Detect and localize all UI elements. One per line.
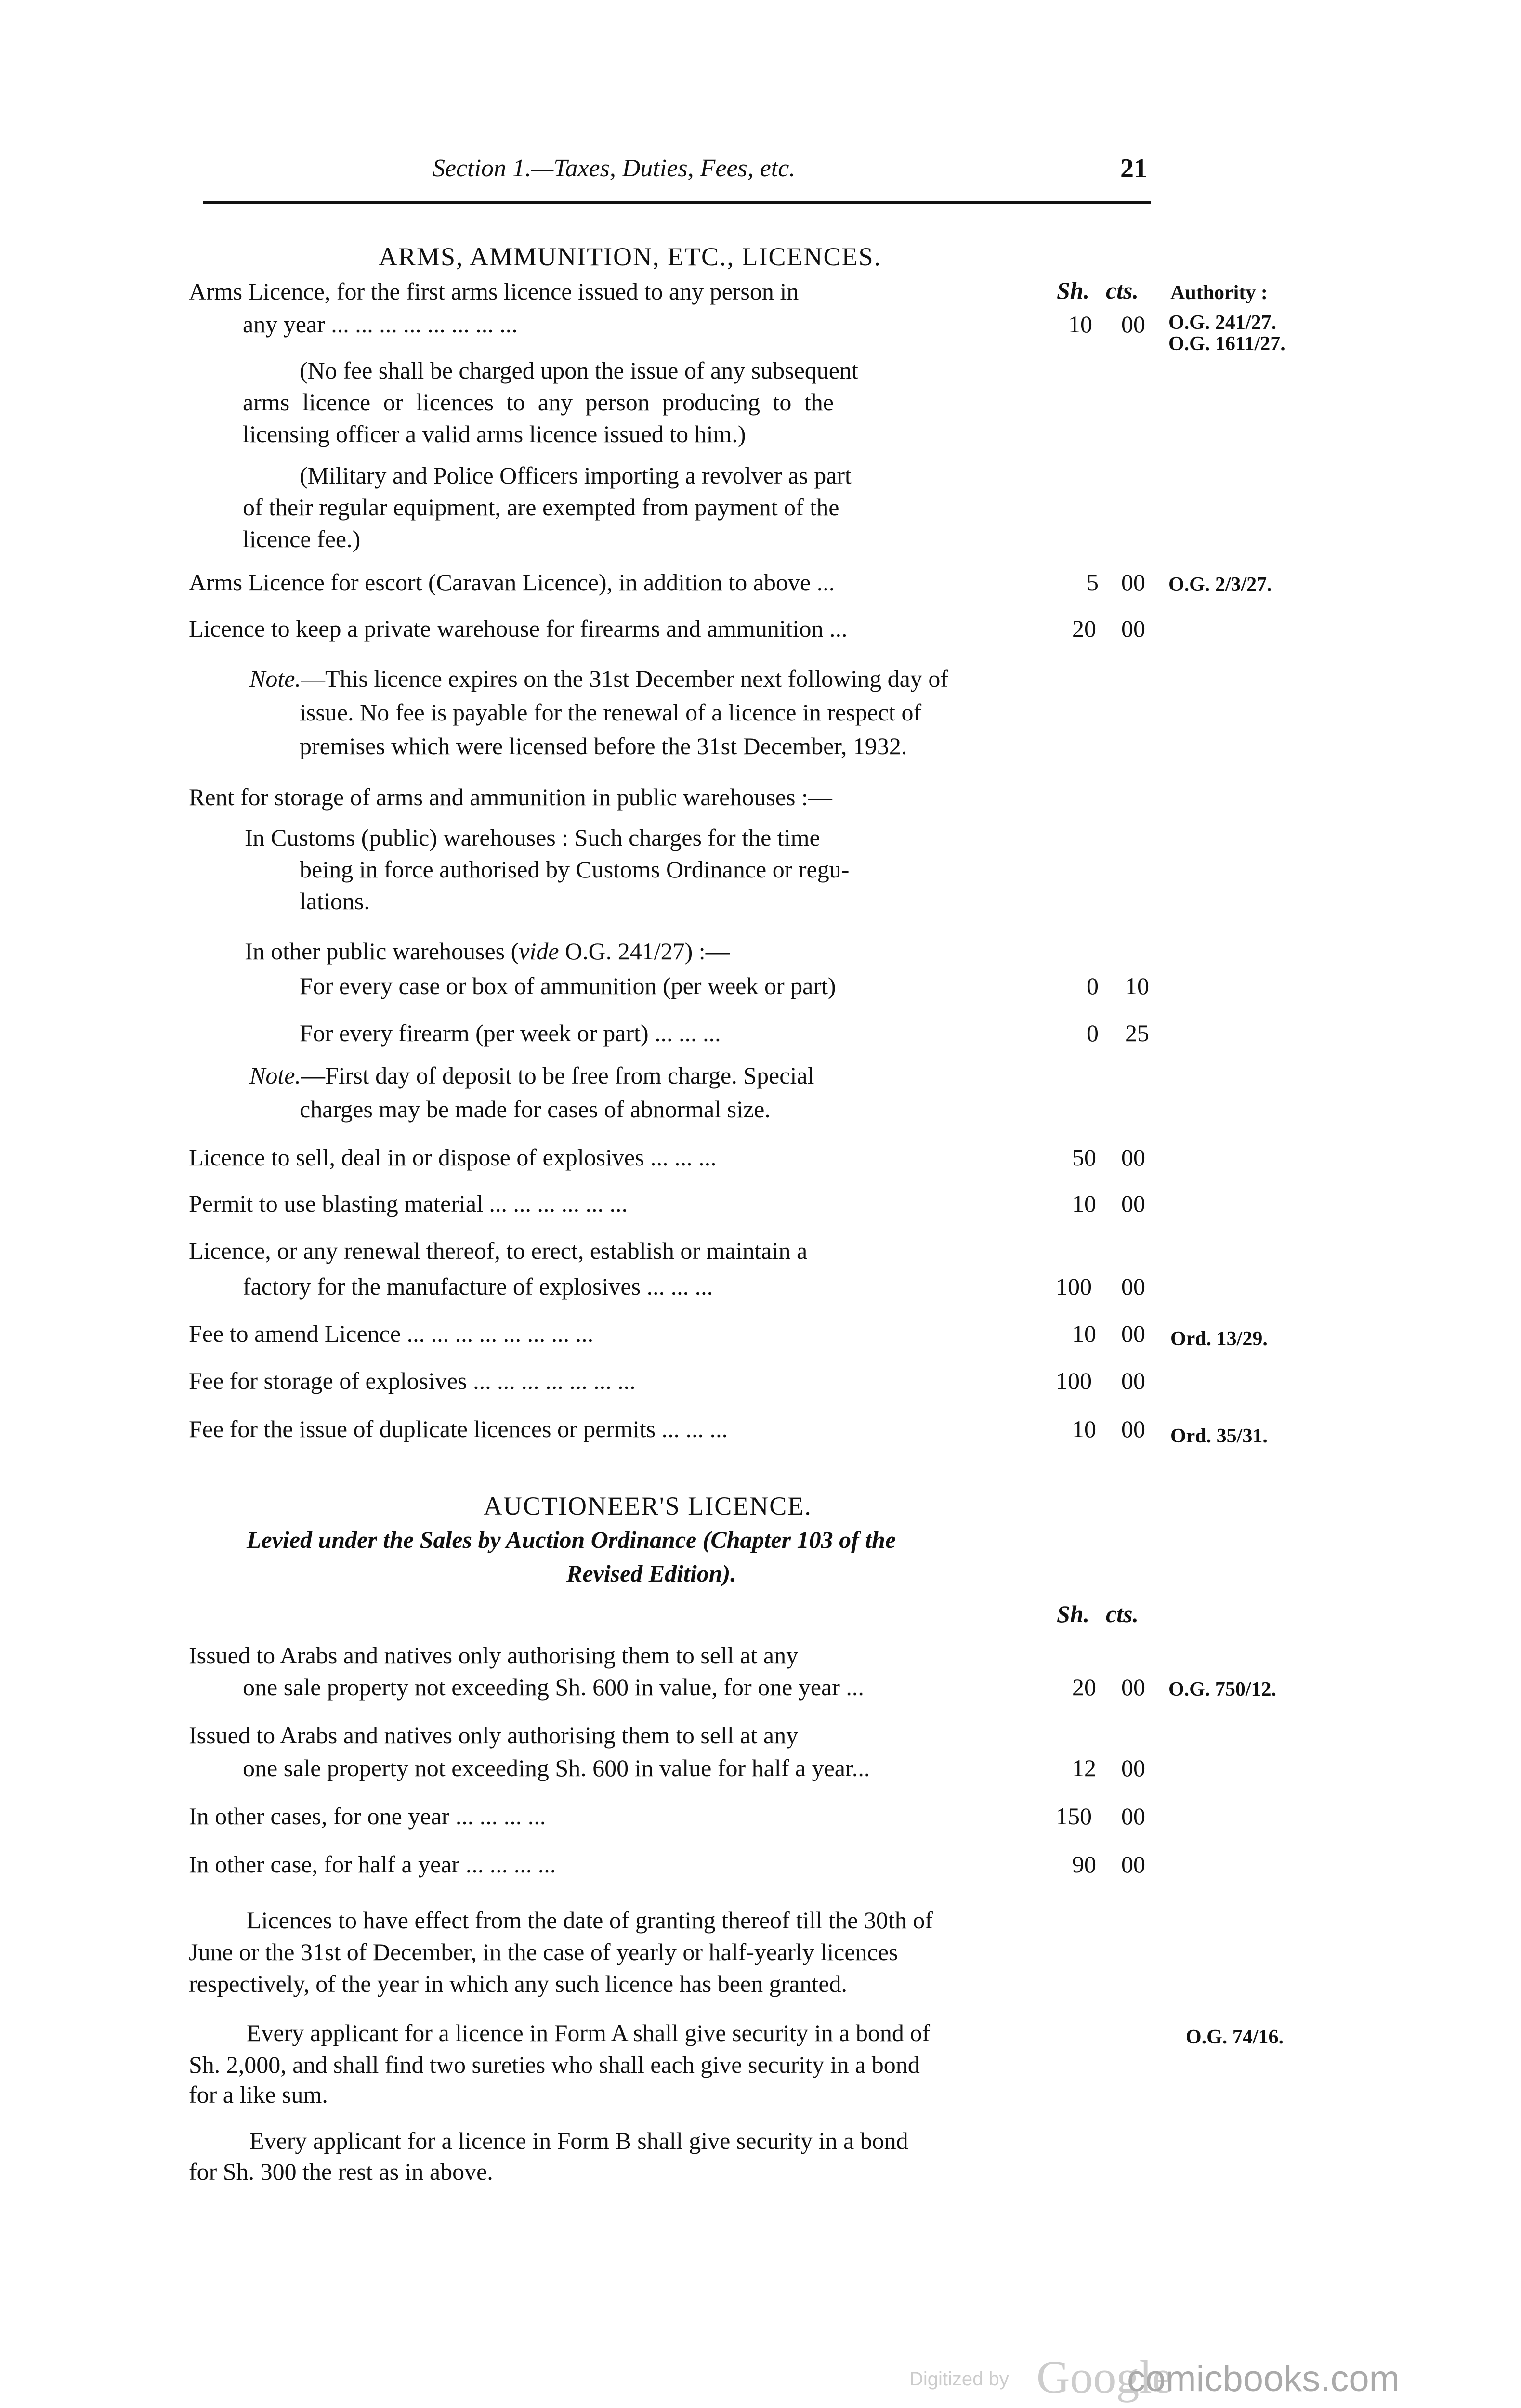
explosives-licence: Licence to sell, deal in or dispose of explosives ... ... ...	[189, 1144, 717, 1171]
note-line: Note.—This licence expires on the 31st December next following day of	[249, 665, 948, 692]
form-b-paragraph: Every applicant for a licence in Form B shall give security in a bond	[249, 2127, 908, 2154]
note-line: issue. No fee is payable for the renewal of a licence in respect of	[300, 699, 922, 726]
amount-sh: 50	[1072, 1144, 1096, 1171]
authority-ref: O.G. 241/27.	[1168, 312, 1277, 334]
amount-cts: 00	[1121, 1803, 1145, 1830]
amount-sh: 20	[1072, 1674, 1096, 1701]
warehouse-licence: Licence to keep a private warehouse for firearms and ammunition ...	[189, 615, 848, 642]
amount-cts: 00	[1121, 1320, 1145, 1347]
security-paragraph: Every applicant for a licence in Form A shall give security in a bond of	[247, 2019, 931, 2046]
authority-label: Authority :	[1170, 282, 1268, 304]
auction-row2-line2: one sale property not exceeding Sh. 600 in value for half a year...	[243, 1754, 870, 1781]
site-watermark: comicbooks.com	[1127, 2358, 1400, 2399]
note-line: Note.—First day of deposit to be free from charge. Special	[249, 1062, 814, 1089]
auction-row1-line2: one sale property not exceeding Sh. 600 in value, for one year ...	[243, 1674, 864, 1701]
auction-row2-line1: Issued to Arabs and natives only authorising them to sell at any	[189, 1722, 799, 1749]
amount-cts: 00	[1121, 311, 1145, 338]
amount-sh: 10	[1068, 311, 1092, 338]
rent-heading: Rent for storage of arms and ammunition in public warehouses :—	[189, 784, 832, 811]
customs-line: In Customs (public) warehouses : Such charges for the time	[245, 824, 820, 851]
column-header-cts: cts.	[1106, 277, 1139, 304]
section-heading-auction: AUCTIONEER'S LICENCE.	[484, 1492, 812, 1520]
arms-licence-line2: any year ... ... ... ... ... ... ... ...	[243, 311, 518, 338]
blasting-permit: Permit to use blasting material ... ... ... ... ... ...	[189, 1190, 628, 1217]
column-header-sh: Sh.	[1057, 277, 1090, 304]
note-line: licensing officer a valid arms licence issued to him.)	[243, 420, 746, 447]
authority-ref: O.G. 74/16.	[1186, 2026, 1284, 2048]
firearm-line: For every firearm (per week or part) ... ... ...	[300, 1020, 721, 1047]
auction-subheading: Revised Edition).	[566, 1560, 736, 1587]
amount-cts: 00	[1121, 1851, 1145, 1878]
amount-cts: 00	[1121, 1190, 1145, 1217]
amount-sh: 0	[1087, 1020, 1099, 1047]
amount-sh: 100	[1056, 1273, 1092, 1300]
page-number: 21	[1120, 154, 1147, 183]
factory-licence-line1: Licence, or any renewal thereof, to erect, establish or maintain a	[189, 1237, 808, 1264]
authority-ref: Ord. 13/29.	[1170, 1328, 1268, 1350]
amount-cts: 10	[1125, 972, 1149, 999]
authority-ref: O.G. 1611/27.	[1168, 333, 1285, 355]
note-line: licence fee.)	[243, 525, 361, 552]
amount-sh: 10	[1072, 1320, 1096, 1347]
amount-cts: 00	[1121, 615, 1145, 642]
note-line: (Military and Police Officers importing a revolver as part	[300, 462, 852, 489]
auction-row4: In other case, for half a year ... ... ... ...	[189, 1851, 556, 1878]
header-rule	[203, 201, 1151, 204]
authority-ref: O.G. 750/12.	[1168, 1678, 1277, 1701]
amount-cts: 00	[1121, 1674, 1145, 1701]
amount-sh: 90	[1072, 1851, 1096, 1878]
note-line: premises which were licensed before the 31st December, 1932.	[300, 733, 907, 759]
amount-sh: 10	[1072, 1190, 1096, 1217]
customs-line: lations.	[300, 888, 370, 915]
effect-paragraph: Licences to have effect from the date of granting thereof till the 30th of	[247, 1907, 933, 1934]
amount-cts: 25	[1125, 1020, 1149, 1047]
column-header-sh: Sh.	[1057, 1600, 1090, 1627]
note-line: arms licence or licences to any person producing to the	[243, 389, 834, 416]
duplicate-fee: Fee for the issue of duplicate licences or permits ... ... ...	[189, 1415, 728, 1442]
amount-cts: 00	[1121, 1754, 1145, 1781]
note-line: (No fee shall be charged upon the issue of any subsequent	[300, 357, 858, 384]
authority-ref: O.G. 2/3/27.	[1168, 574, 1272, 596]
amount-sh: 12	[1072, 1754, 1096, 1781]
amount-cts: 00	[1121, 1367, 1145, 1394]
security-paragraph: for a like sum.	[189, 2081, 328, 2108]
note-line: charges may be made for cases of abnormal size.	[300, 1096, 771, 1123]
arms-licence-line1: Arms Licence, for the first arms licence issued to any person in	[189, 278, 799, 305]
amount-sh: 20	[1072, 615, 1096, 642]
google-logo: Google	[1036, 2351, 1173, 2403]
customs-line: being in force authorised by Customs Ordinance or regu-	[300, 856, 850, 883]
auction-row3: In other cases, for one year ... ... ... ...	[189, 1803, 546, 1830]
effect-paragraph: respectively, of the year in which any such licence has been granted.	[189, 1970, 848, 1997]
amount-sh: 150	[1056, 1803, 1092, 1830]
other-warehouses: In other public warehouses (vide O.G. 241/27) :—	[245, 938, 730, 965]
note-line: of their regular equipment, are exempted from payment of the	[243, 494, 839, 521]
amount-sh: 0	[1087, 972, 1099, 999]
amount-sh: 5	[1087, 569, 1099, 596]
amount-cts: 00	[1121, 1415, 1145, 1442]
amount-cts: 00	[1121, 1273, 1145, 1300]
section-heading-arms: ARMS, AMMUNITION, ETC., LICENCES.	[379, 242, 882, 271]
running-header-title: Section 1.—Taxes, Duties, Fees, etc.	[433, 155, 796, 182]
amount-sh: 100	[1056, 1367, 1092, 1394]
escort-licence: Arms Licence for escort (Caravan Licence), in addition to above ...	[189, 569, 835, 596]
security-paragraph: Sh. 2,000, and shall find two sureties who shall each give security in a bond	[189, 2051, 920, 2078]
factory-licence-line2: factory for the manufacture of explosives ... ... ...	[243, 1273, 713, 1300]
effect-paragraph: June or the 31st of December, in the case of yearly or half-yearly licences	[189, 1938, 898, 1965]
amount-sh: 10	[1072, 1415, 1096, 1442]
auction-subheading: Levied under the Sales by Auction Ordinance (Chapter 103 of the	[247, 1526, 896, 1553]
digitized-by-text: Digitized by	[909, 2369, 1009, 2390]
amount-cts: 00	[1121, 1144, 1145, 1171]
ammo-line: For every case or box of ammunition (per week or part)	[300, 972, 836, 999]
form-b-paragraph: for Sh. 300 the rest as in above.	[189, 2158, 493, 2185]
column-header-cts: cts.	[1106, 1600, 1139, 1627]
authority-ref: Ord. 35/31.	[1170, 1425, 1268, 1447]
amount-cts: 00	[1121, 569, 1145, 596]
auction-row1-line1: Issued to Arabs and natives only authorising them to sell at any	[189, 1642, 799, 1669]
amend-fee: Fee to amend Licence ... ... ... ... ... ... ... ...	[189, 1320, 594, 1347]
storage-fee: Fee for storage of explosives ... ... ... ... ... ... ...	[189, 1367, 636, 1394]
